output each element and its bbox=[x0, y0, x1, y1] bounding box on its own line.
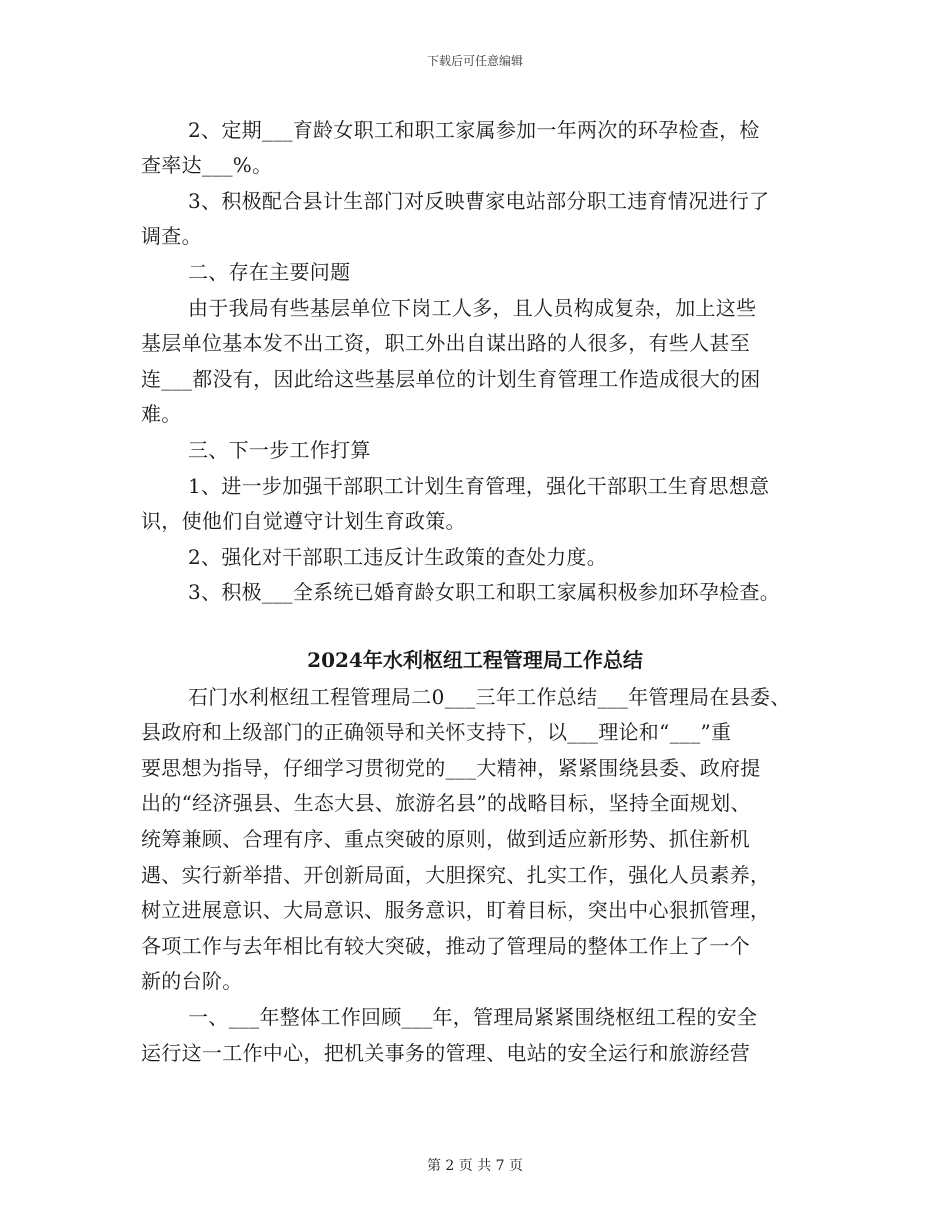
body-line: 县政府和上级部门的正确领导和关怀支持下，以___理论和“___”重 bbox=[141, 720, 732, 744]
body-line: 1、进一步加强干部职工计划生育管理，强化干部职工生育思想意 bbox=[188, 474, 770, 498]
body-line: 运行这一工作中心，把机关事务的管理、电站的安全运行和旅游经营 bbox=[141, 1041, 750, 1065]
body-line: 3、积极___全系统已婚育龄女职工和职工家属积极参加环孕检查。 bbox=[188, 580, 781, 604]
body-line: 基层单位基本发不出工资，职工外出自谋出路的人很多，有些人甚至 bbox=[141, 331, 750, 355]
body-line: 新的台阶。 bbox=[141, 969, 243, 993]
body-line: 2、定期___育龄女职工和职工家属参加一年两次的环孕检查，检 bbox=[188, 118, 760, 142]
body-line: 3、积极配合县计生部门对反映曹家电站部分职工违育情况进行了 bbox=[188, 189, 770, 213]
body-line: 难。 bbox=[141, 402, 182, 426]
page-header: 下载后可任意编辑 bbox=[426, 54, 523, 68]
body-line: 树立进展意识、大局意识、服务意识，盯着目标，突出中心狠抓管理， bbox=[141, 898, 771, 922]
body-line: 要思想为指导，仔细学习贯彻党的___大精神，紧紧围绕县委、政府提 bbox=[141, 756, 761, 780]
body-line: 一、___年整体工作回顾___年，管理局紧紧围绕枢纽工程的安全 bbox=[188, 1005, 758, 1029]
body-line: 2、强化对干部职工违反计生政策的查处力度。 bbox=[188, 545, 608, 569]
body-line: 各项工作与去年相比有较大突破，推动了管理局的整体工作上了一个 bbox=[141, 934, 750, 958]
body-line: 石门水利枢纽工程管理局二0___三年工作总结___年管理局在县委、 bbox=[188, 685, 791, 709]
document-title: 2024年水利枢纽工程管理局工作总结 bbox=[307, 648, 643, 672]
body-line: 统筹兼顾、合理有序、重点突破的原则，做到适应新形势、抓住新机 bbox=[141, 827, 750, 851]
body-line: 遇、实行新举措、开创新局面，大胆探究、扎实工作，强化人员素养， bbox=[141, 863, 771, 887]
body-line: 调查。 bbox=[141, 224, 202, 248]
body-line: 查率达___%。 bbox=[141, 153, 273, 177]
body-line: 识，使他们自觉遵守计划生育政策。 bbox=[141, 509, 466, 533]
body-line: 出的“经济强县、生态大县、旅游名县”的战略目标，坚持全面规划、 bbox=[141, 791, 751, 815]
section-heading: 三、下一步工作打算 bbox=[188, 438, 371, 462]
body-line: 由于我局有些基层单位下岗工人多，且人员构成复杂，加上这些 bbox=[188, 296, 757, 320]
section-heading: 二、存在主要问题 bbox=[188, 260, 351, 284]
page-number: 第 2 页 共 7 页 bbox=[426, 1158, 524, 1174]
body-line: 连___都没有，因此给这些基层单位的计划生育管理工作造成很大的困 bbox=[141, 367, 761, 391]
